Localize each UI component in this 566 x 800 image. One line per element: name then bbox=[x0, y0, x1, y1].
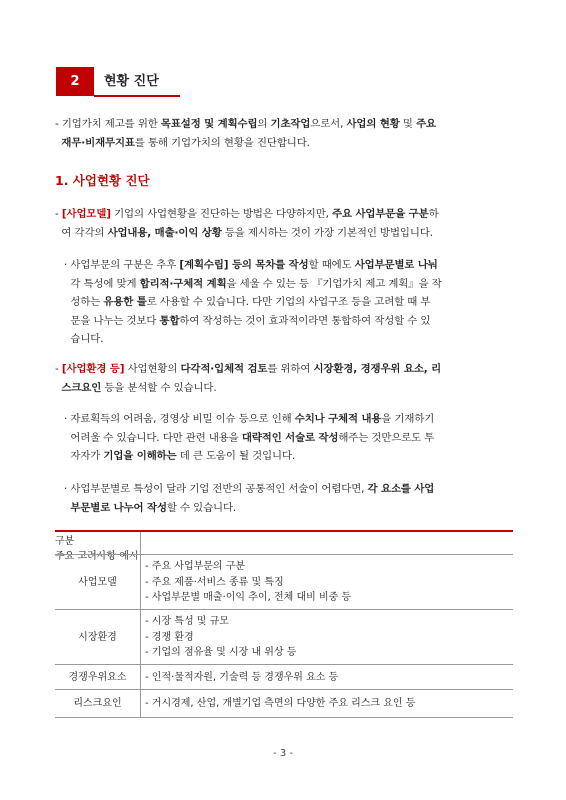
text-line: 자자가 기업을 이해하는 데 큰 도움이 될 것입니다. bbox=[64, 450, 296, 462]
intro-paragraph bbox=[55, 115, 436, 152]
list-item: - 기업의 점유율 및 시장 내 위상 등 bbox=[145, 647, 297, 658]
table-header-examples: 주요 고려사항 예시 bbox=[55, 551, 139, 562]
text-line: 어려울 수 있습니다. 다만 관련 내용을 대략적인 서술로 작성해주는 것만으로도 투 bbox=[64, 431, 435, 444]
row-key: 시장환경 bbox=[78, 632, 117, 643]
text-line: 문을 나누는 것보다 통합하여 작성하는 것이 효과적이라면 통합하여 작성할 수 있 bbox=[64, 314, 431, 327]
row-key: 경쟁우위요소 bbox=[68, 672, 127, 683]
text-line: 습니다. bbox=[64, 333, 104, 345]
section-title: 현황 진단 bbox=[104, 74, 159, 89]
bullet-business-environment bbox=[55, 360, 441, 397]
text-line: · 자료획득의 어려움, 경영상 비밀 이슈 등으로 인해 수치나 구체적 내용을 기재하기 bbox=[64, 413, 435, 425]
page-number: - 3 - bbox=[273, 748, 293, 759]
section-number: 2 bbox=[56, 67, 94, 96]
section-underline bbox=[94, 95, 180, 97]
sub-bullet-data-difficulty bbox=[64, 410, 434, 466]
row-key: 리스크요인 bbox=[73, 698, 122, 709]
row-divider bbox=[140, 555, 141, 610]
text-line: 각 특성에 맞게 합리적·구체적 계획을 세울 수 있는 등 『기업가치 제고 계획』을 작 bbox=[64, 277, 442, 290]
row-items bbox=[145, 690, 415, 717]
table-row bbox=[55, 554, 513, 610]
list-item: - 경쟁 환경 bbox=[145, 631, 194, 643]
row-items bbox=[145, 665, 338, 690]
text-line: - 기업가치 제고를 위한 목표설정 및 계획수립의 기초작업으로서, 사업의 현황 및 주요 bbox=[55, 118, 436, 130]
row-divider bbox=[140, 610, 141, 665]
table-row bbox=[55, 664, 513, 690]
row-divider bbox=[140, 690, 141, 717]
text-line: - [사업환경 등] 사업현황의 다각적·입체적 검토를 위하여 시장환경, 경쟁우위 요소, 리 bbox=[55, 363, 442, 375]
text-line: 여 각각의 사업내용, 매출·이익 상황 등을 제시하는 것이 가장 기본적인 방법입니다. bbox=[55, 226, 433, 239]
list-item: - 사업부문별 매출·이익 추이, 전체 대비 비중 등 bbox=[145, 592, 352, 603]
row-key: 사업모델 bbox=[78, 577, 117, 588]
text-line: · 사업부문의 구분은 추후 [계획수립] 등의 목차를 작성할 때에도 사업부문별로 나눠 bbox=[64, 259, 438, 271]
list-item: - 주요 제품·서비스 종류 및 특징 bbox=[145, 576, 284, 588]
list-item: - 주요 사업부문의 구분 bbox=[145, 561, 246, 572]
table-header-category: 구분 bbox=[55, 536, 75, 547]
sub-bullet-segment-elements bbox=[64, 480, 434, 517]
sub-bullet-segment-division bbox=[64, 256, 442, 349]
heading-business-status: 1. 사업현황 진단 bbox=[55, 173, 150, 188]
list-item: - 시장 특성 및 규모 bbox=[145, 616, 229, 627]
text-line: · 사업부문별로 특성이 달라 기업 전반의 공통적인 서술이 어렵다면, 각 요소를 사업 bbox=[64, 483, 435, 495]
list-item: - 거시경제, 산업, 개별기업 측면의 다양한 주요 리스크 요인 등 bbox=[145, 698, 416, 709]
text-line: 성하는 유용한 틀로 사용할 수 있습니다. 다만 기업의 사업구조 등을 고려할 때 부 bbox=[64, 296, 431, 308]
row-items bbox=[145, 559, 351, 606]
header-divider bbox=[140, 532, 141, 554]
table-row bbox=[55, 609, 513, 665]
bullet-business-model bbox=[55, 205, 439, 242]
text-line: 재무·비재무지표를 통해 기업가치의 현황을 진단합니다. bbox=[61, 136, 310, 149]
row-items bbox=[145, 614, 296, 661]
considerations-table bbox=[55, 532, 513, 717]
text-line: 스크요인 등을 분석할 수 있습니다. bbox=[61, 381, 217, 394]
row-divider bbox=[140, 665, 141, 690]
table-row bbox=[55, 689, 513, 718]
section-header bbox=[56, 67, 180, 97]
text-line: - [사업모델] 기업의 사업현황을 진단하는 방법은 다양하지만, 주요 사업부문을 구분하 bbox=[55, 208, 439, 220]
text-line: 부문별로 나누어 작성할 수 있습니다. bbox=[70, 501, 237, 514]
list-item: - 인적·물적자원, 기술력 등 경쟁우위 요소 등 bbox=[145, 672, 339, 683]
